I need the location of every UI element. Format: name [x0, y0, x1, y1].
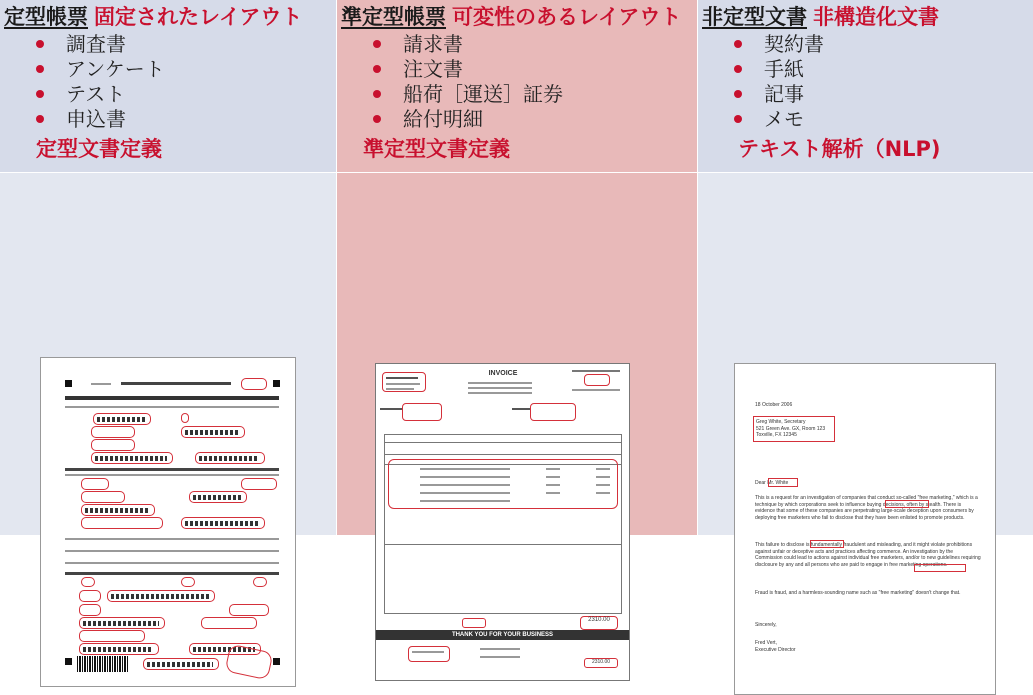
list-item: 申込書 — [36, 107, 165, 132]
invoice-thanks: THANK YOU FOR YOUR BUSINESS — [451, 632, 554, 638]
bullet-icon — [373, 90, 381, 98]
list-item: 請求書 — [373, 32, 563, 57]
bullet-icon — [734, 65, 742, 73]
definition-label: 準定型文書定義 — [363, 137, 510, 161]
list-item: 手紙 — [734, 57, 824, 82]
column-unstructured-document — [698, 0, 1033, 653]
category-header — [341, 3, 681, 31]
example-list — [734, 32, 824, 132]
document-image-area — [0, 173, 336, 535]
category-title: 準定型帳票 — [341, 5, 446, 29]
list-item: 契約書 — [734, 32, 824, 57]
letter-document-image — [734, 363, 996, 695]
letter-paragraph: This is a request for an investigation of companies that conduct so-called "free marketing," which is a technique by which corporations seek to influence buying decisions, often by stealth. There is evidence that some of these companies are perpetrating large-scale deception upon consumers by deploying free marketers who fail to disclose that they have been enlisted to promote products. — [755, 495, 978, 521]
letter-paragraph: This failure to disclose is fundamentally fraudulent and misleading, and it might violate prohibitions against unfair or deceptive acts and practices affecting commerce. An investigation by the Commission could lead to actions against individual free marketers, and/or to new guidelines requiring disclosure by any and all persons who are paid to engage in free marketing operations. — [755, 542, 981, 568]
column-fixed-form — [0, 0, 336, 535]
category-title: 非定型文書 — [702, 5, 807, 29]
bullet-icon — [734, 40, 742, 48]
list-item: 船荷［運送］証券 — [373, 82, 563, 107]
document-image-area — [698, 173, 1033, 653]
example-list — [373, 32, 563, 132]
invoice-total: 2310.00 — [588, 617, 610, 623]
bullet-icon — [36, 115, 44, 123]
category-header — [4, 3, 302, 31]
definition-label: テキスト解析（NLP) — [738, 137, 941, 161]
bullet-icon — [373, 40, 381, 48]
category-subtitle: 非構造化文書 — [813, 5, 939, 29]
bullet-icon — [734, 115, 742, 123]
list-item: 記事 — [734, 82, 824, 107]
letter-signer: Fred Vert, — [755, 640, 777, 646]
bullet-icon — [36, 90, 44, 98]
letter-signer-title: Executive Director — [755, 647, 796, 653]
category-header — [702, 3, 939, 31]
example-list — [36, 32, 165, 132]
column-semi-fixed-form — [337, 0, 697, 665]
bullet-icon — [373, 65, 381, 73]
list-item: 給付明細 — [373, 107, 563, 132]
letter-salutation: Dear Mr. White — [755, 480, 789, 486]
form-document-image — [40, 357, 296, 687]
list-item: 注文書 — [373, 57, 563, 82]
list-item: テスト — [36, 82, 165, 107]
invoice-document-image — [375, 363, 630, 681]
definition-label: 定型文書定義 — [36, 137, 162, 161]
document-image-area — [337, 173, 697, 665]
category-subtitle: 可変性のあるレイアウト — [452, 5, 682, 29]
invoice-title: INVOICE — [488, 370, 518, 377]
category-panel — [0, 0, 336, 172]
bullet-icon — [734, 90, 742, 98]
category-panel — [698, 0, 1033, 172]
invoice-total-bottom: 2310.00 — [591, 659, 611, 665]
category-title: 定型帳票 — [4, 5, 88, 29]
category-subtitle: 固定されたレイアウト — [94, 5, 303, 29]
list-item: メモ — [734, 107, 824, 132]
bullet-icon — [36, 40, 44, 48]
bullet-icon — [373, 115, 381, 123]
letter-closing: Sincerely, — [755, 622, 777, 628]
list-item: 調査書 — [36, 32, 165, 57]
bullet-icon — [36, 65, 44, 73]
category-panel — [337, 0, 697, 172]
letter-paragraph: Fraud is fraud, and a harmless-sounding name such as "free marketing" doesn't change that. — [755, 590, 961, 596]
list-item: アンケート — [36, 57, 165, 82]
letter-date: 18 October 2006 — [755, 402, 793, 408]
letter-address-block: Greg White, Secretary 521 Green Ave. GX, Room 123 Toxville, FX 12345 — [753, 416, 835, 442]
